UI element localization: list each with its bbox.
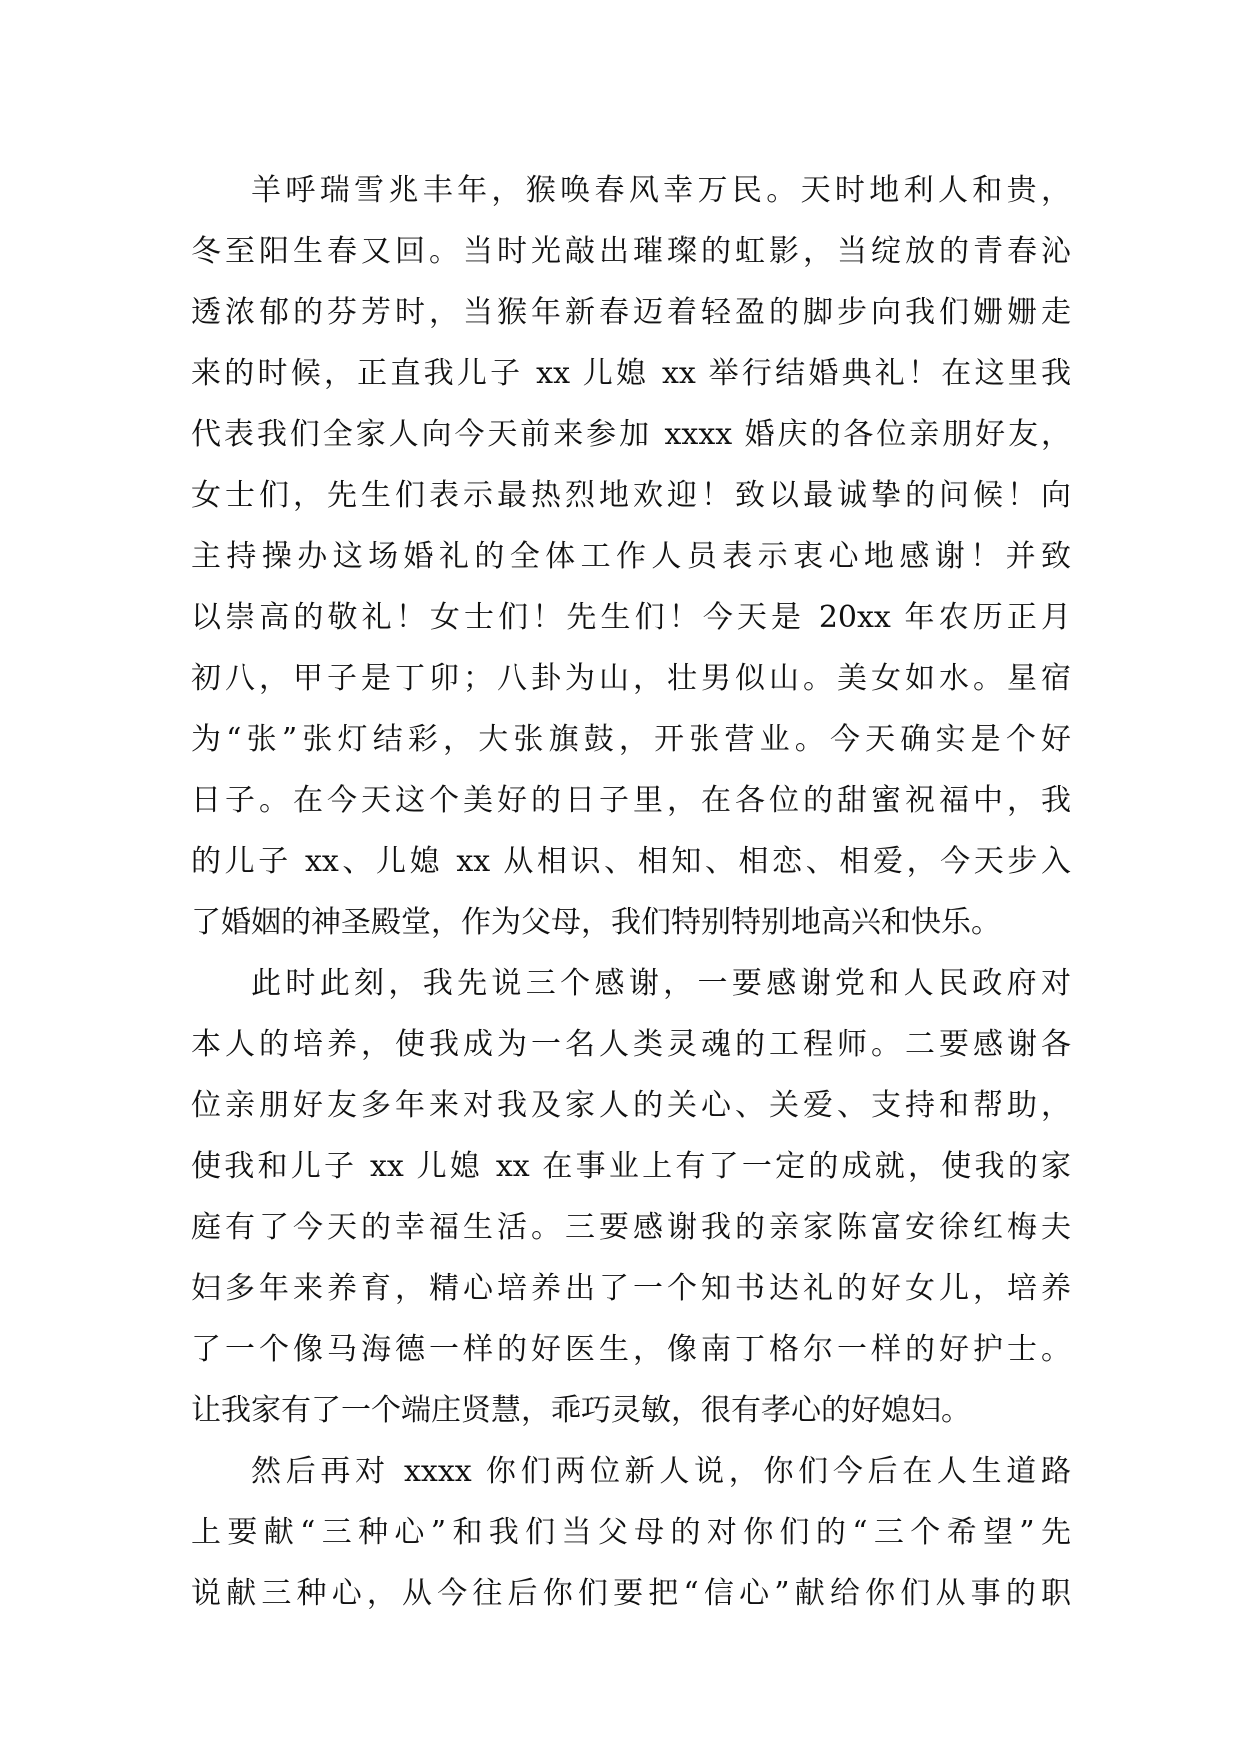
paragraph-2-line-1: 此时此刻，我先说三个感谢，一要感谢党和人民政府对 [251,966,1071,1001]
document-body [191,160,1071,1624]
paragraph-2-line-4: 使我和儿子 xx 儿媳 xx 在事业上有了一定的成就，使我的家 [191,1149,1071,1184]
paragraph-2-line-2: 本人的培养，使我成为一名人类灵魂的工程师。二要感谢各 [191,1027,1071,1062]
paragraph-3-line-1: 然后再对 xxxx 你们两位新人说，你们今后在人生道路 [251,1454,1071,1489]
paragraph-1-line-7: 主持操办这场婚礼的全体工作人员表示衷心地感谢！并致 [191,539,1071,574]
paragraph-1-line-11: 日子。在今天这个美好的日子里，在各位的甜蜜祝福中，我 [191,783,1071,818]
paragraph-1-line-1: 羊呼瑞雪兆丰年，猴唤春风幸万民。天时地利人和贵， [251,173,1071,208]
paragraph-1-line-6: 女士们，先生们表示最热烈地欢迎！致以最诚挚的问候！向 [191,478,1071,513]
paragraph-1-line-13: 了婚姻的神圣殿堂，作为父母，我们特别特别地高兴和快乐。 [191,905,1001,940]
paragraph-1-line-3: 透浓郁的芬芳时，当猴年新春迈着轻盈的脚步向我们姗姗走 [191,295,1071,330]
paragraph-2-line-8: 让我家有了一个端庄贤慧，乖巧灵敏，很有孝心的好媳妇。 [191,1393,971,1428]
paragraph-1-line-12: 的儿子 xx、儿媳 xx 从相识、相知、相恋、相爱，今天步入 [191,844,1071,879]
paragraph-2-line-7: 了一个像马海德一样的好医生，像南丁格尔一样的好护士。 [191,1332,1071,1367]
paragraph-3-line-3: 说献三种心，从今往后你们要把“信心”献给你们从事的职 [191,1576,1071,1611]
paragraph-1-line-5: 代表我们全家人向今天前来参加 xxxx 婚庆的各位亲朋好友， [191,417,1071,452]
paragraph-2-line-5: 庭有了今天的幸福生活。三要感谢我的亲家陈富安徐红梅夫 [191,1210,1071,1245]
paragraph-1-line-4: 来的时候，正直我儿子 xx 儿媳 xx 举行结婚典礼！在这里我 [191,356,1071,391]
paragraph-2-line-3: 位亲朋好友多年来对我及家人的关心、关爱、支持和帮助， [191,1088,1071,1123]
paragraph-1-line-10: 为“张”张灯结彩，大张旗鼓，开张营业。今天确实是个好 [191,722,1071,757]
paragraph-1-line-2: 冬至阳生春又回。当时光敲出璀璨的虹影，当绽放的青春沁 [191,234,1071,269]
paragraph-1-line-8: 以崇高的敬礼！女士们！先生们！今天是 20xx 年农历正月 [191,600,1071,635]
paragraph-1-line-9: 初八，甲子是丁卯；八卦为山，壮男似山。美女如水。星宿 [191,661,1071,696]
paragraph-2-line-6: 妇多年来养育，精心培养出了一个知书达礼的好女儿，培养 [191,1271,1071,1306]
paragraph-3-line-2: 上要献“三种心”和我们当父母的对你们的“三个希望”先 [191,1515,1071,1550]
